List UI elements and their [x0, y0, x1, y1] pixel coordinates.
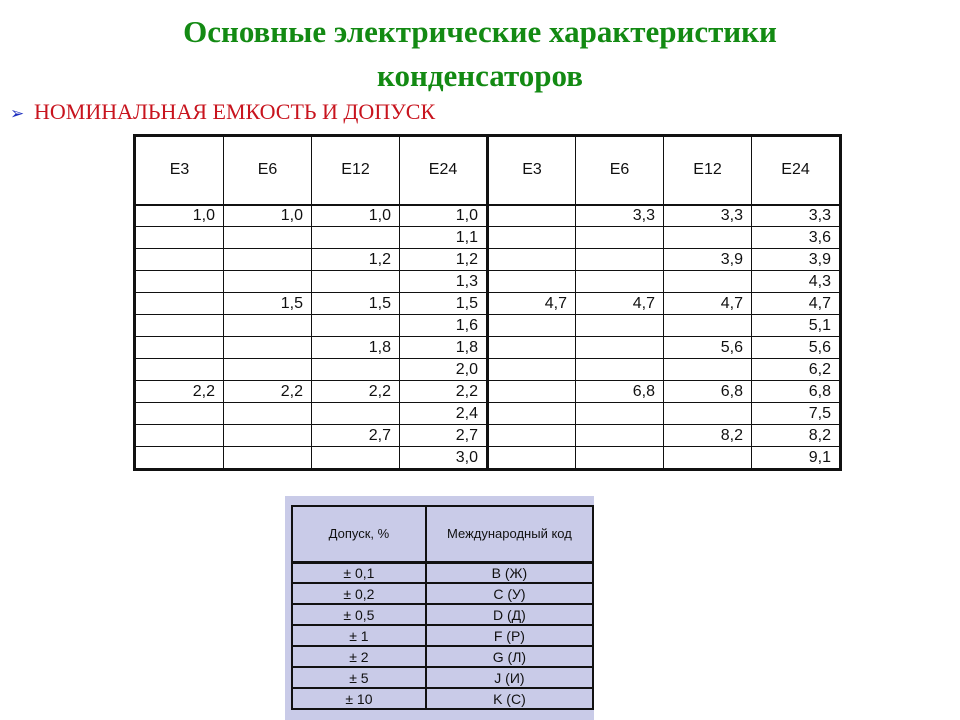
series-value-cell — [664, 271, 752, 293]
series-value-cell: 8,2 — [752, 425, 840, 447]
series-value-cell: 1,0 — [136, 205, 224, 227]
international-code-cell: G (Л) — [426, 646, 593, 667]
series-value-cell: 2,7 — [312, 425, 400, 447]
series-value-cell — [576, 447, 664, 469]
series-value-cell: 7,5 — [752, 403, 840, 425]
tolerance-value-cell: ± 0,2 — [292, 583, 426, 604]
series-value-cell: 1,5 — [400, 293, 488, 315]
tolerance-table — [291, 505, 594, 710]
tolerance-header: Допуск, % — [292, 506, 426, 562]
series-value-cell — [136, 315, 224, 337]
series-value-cell: 1,8 — [400, 337, 488, 359]
series-header-label: E24 — [781, 161, 810, 179]
international-code-cell: C (У) — [426, 583, 593, 604]
series-header-label: E12 — [693, 161, 722, 179]
series-value-cell: 2,2 — [224, 381, 312, 403]
series-value-cell: 2,2 — [136, 381, 224, 403]
series-value-cell — [576, 315, 664, 337]
series-value-cell — [136, 359, 224, 381]
series-header-cell — [488, 137, 576, 205]
series-value-cell — [664, 315, 752, 337]
series-value-cell: 3,9 — [752, 249, 840, 271]
series-value-cell: 2,4 — [400, 403, 488, 425]
series-value-cell: 3,3 — [576, 205, 664, 227]
series-value-cell — [136, 403, 224, 425]
series-value-cell — [576, 337, 664, 359]
series-value-cell: 3,9 — [664, 249, 752, 271]
section-heading — [10, 98, 435, 128]
tolerance-panel — [285, 496, 594, 720]
series-value-cell — [488, 337, 576, 359]
series-header-label: E6 — [257, 161, 278, 179]
series-header-cell — [312, 137, 400, 205]
series-value-cell — [488, 381, 576, 403]
tolerance-value-cell: ± 10 — [292, 688, 426, 709]
series-value-cell — [224, 425, 312, 447]
series-value-cell: 1,6 — [400, 315, 488, 337]
table-row — [136, 249, 840, 271]
code-header: Международный код — [426, 506, 593, 562]
series-value-cell: 2,7 — [400, 425, 488, 447]
slide-title-line-2: конденсаторов — [377, 58, 583, 93]
series-value-cell — [488, 227, 576, 249]
series-value-cell — [664, 227, 752, 249]
tolerance-value-cell: ± 0,5 — [292, 604, 426, 625]
series-value-cell: 4,7 — [488, 293, 576, 315]
table-row — [136, 293, 840, 315]
series-value-cell — [664, 447, 752, 469]
series-header-cell — [136, 137, 224, 205]
series-value-cell: 1,0 — [224, 205, 312, 227]
table-row — [136, 381, 840, 403]
series-header-cell — [664, 137, 752, 205]
series-value-cell: 3,0 — [400, 447, 488, 469]
tolerance-value-cell: ± 2 — [292, 646, 426, 667]
table-row — [136, 227, 840, 249]
capacitance-series-table — [133, 134, 842, 471]
series-value-cell — [312, 271, 400, 293]
series-value-cell — [224, 271, 312, 293]
series-value-cell — [136, 447, 224, 469]
series-value-cell: 1,2 — [400, 249, 488, 271]
series-value-cell — [224, 359, 312, 381]
series-value-cell — [224, 403, 312, 425]
section-heading-text: НОМИНАЛЬНАЯ ЕМКОСТЬ И ДОПУСК — [34, 99, 436, 124]
series-value-cell: 4,7 — [752, 293, 840, 315]
table-row — [292, 646, 593, 667]
series-value-cell: 4,3 — [752, 271, 840, 293]
table-row — [136, 315, 840, 337]
series-value-cell — [136, 425, 224, 447]
series-value-cell — [224, 337, 312, 359]
series-value-cell — [576, 425, 664, 447]
series-value-cell — [136, 293, 224, 315]
series-value-cell — [576, 271, 664, 293]
series-value-cell — [576, 249, 664, 271]
series-value-cell — [664, 403, 752, 425]
international-code-cell: D (Д) — [426, 604, 593, 625]
series-value-cell — [224, 249, 312, 271]
slide-title-line-1: Основные электрические характеристики — [183, 14, 777, 49]
table-row — [136, 403, 840, 425]
series-value-cell: 1,1 — [400, 227, 488, 249]
series-header-label: E24 — [428, 161, 458, 179]
tolerance-header-row — [292, 506, 593, 562]
table-row — [292, 667, 593, 688]
table-row — [136, 359, 840, 381]
series-value-cell: 2,0 — [400, 359, 488, 381]
series-value-cell — [488, 315, 576, 337]
series-value-cell — [576, 403, 664, 425]
table-row — [136, 205, 840, 227]
table-row — [136, 337, 840, 359]
table-row — [136, 447, 840, 469]
series-value-cell: 6,8 — [576, 381, 664, 403]
series-value-cell — [224, 315, 312, 337]
series-value-cell: 2,2 — [312, 381, 400, 403]
series-value-cell — [312, 359, 400, 381]
series-value-cell: 3,6 — [752, 227, 840, 249]
series-value-cell: 6,2 — [752, 359, 840, 381]
series-value-cell: 1,5 — [312, 293, 400, 315]
series-value-cell: 3,3 — [664, 205, 752, 227]
series-header-label: E12 — [341, 161, 370, 179]
series-header-cell — [576, 137, 664, 205]
series-value-cell — [136, 227, 224, 249]
series-value-cell: 3,3 — [752, 205, 840, 227]
series-header-label: E3 — [169, 161, 190, 179]
series-value-cell — [488, 359, 576, 381]
table-row — [292, 583, 593, 604]
table-row — [292, 604, 593, 625]
series-value-cell: 1,5 — [224, 293, 312, 315]
series-value-cell: 5,6 — [752, 337, 840, 359]
series-value-cell — [136, 249, 224, 271]
series-header-cell — [224, 137, 312, 205]
series-value-cell — [488, 403, 576, 425]
series-value-cell: 1,2 — [312, 249, 400, 271]
series-value-cell: 9,1 — [752, 447, 840, 469]
series-value-cell: 4,7 — [664, 293, 752, 315]
series-header-cell — [752, 137, 840, 205]
tolerance-value-cell: ± 1 — [292, 625, 426, 646]
table-row — [136, 271, 840, 293]
series-value-cell — [136, 271, 224, 293]
series-value-cell: 1,0 — [400, 205, 488, 227]
series-value-cell — [488, 271, 576, 293]
arrow-bullet-icon: ➢ — [10, 104, 25, 123]
series-value-cell — [488, 425, 576, 447]
slide-title — [0, 10, 960, 98]
series-value-cell: 5,1 — [752, 315, 840, 337]
series-value-cell — [488, 205, 576, 227]
table-row — [292, 625, 593, 646]
series-value-cell — [488, 447, 576, 469]
series-value-cell — [224, 447, 312, 469]
series-header-label: E3 — [522, 161, 542, 179]
series-value-cell — [312, 447, 400, 469]
series-value-cell — [576, 359, 664, 381]
series-value-cell: 1,0 — [312, 205, 400, 227]
tolerance-value-cell: ± 5 — [292, 667, 426, 688]
series-value-cell — [224, 227, 312, 249]
series-header-cell — [400, 137, 488, 205]
tolerance-value-cell: ± 0,1 — [292, 562, 426, 583]
series-value-cell — [312, 315, 400, 337]
series-value-cell: 1,3 — [400, 271, 488, 293]
series-value-cell: 8,2 — [664, 425, 752, 447]
series-value-cell — [576, 227, 664, 249]
series-value-cell: 5,6 — [664, 337, 752, 359]
international-code-cell: J (И) — [426, 667, 593, 688]
international-code-cell: B (Ж) — [426, 562, 593, 583]
series-value-cell: 4,7 — [576, 293, 664, 315]
table-row — [136, 425, 840, 447]
series-value-cell — [312, 403, 400, 425]
series-value-cell — [488, 249, 576, 271]
table-row — [292, 562, 593, 583]
series-value-cell — [312, 227, 400, 249]
international-code-cell: F (Р) — [426, 625, 593, 646]
series-header-row — [136, 137, 840, 205]
series-value-cell: 6,8 — [752, 381, 840, 403]
series-value-cell: 1,8 — [312, 337, 400, 359]
series-value-cell — [664, 359, 752, 381]
series-value-cell: 6,8 — [664, 381, 752, 403]
series-value-cell: 2,2 — [400, 381, 488, 403]
series-header-label: E6 — [609, 161, 630, 179]
table-row — [292, 688, 593, 709]
international-code-cell: K (C) — [426, 688, 593, 709]
series-value-cell — [136, 337, 224, 359]
